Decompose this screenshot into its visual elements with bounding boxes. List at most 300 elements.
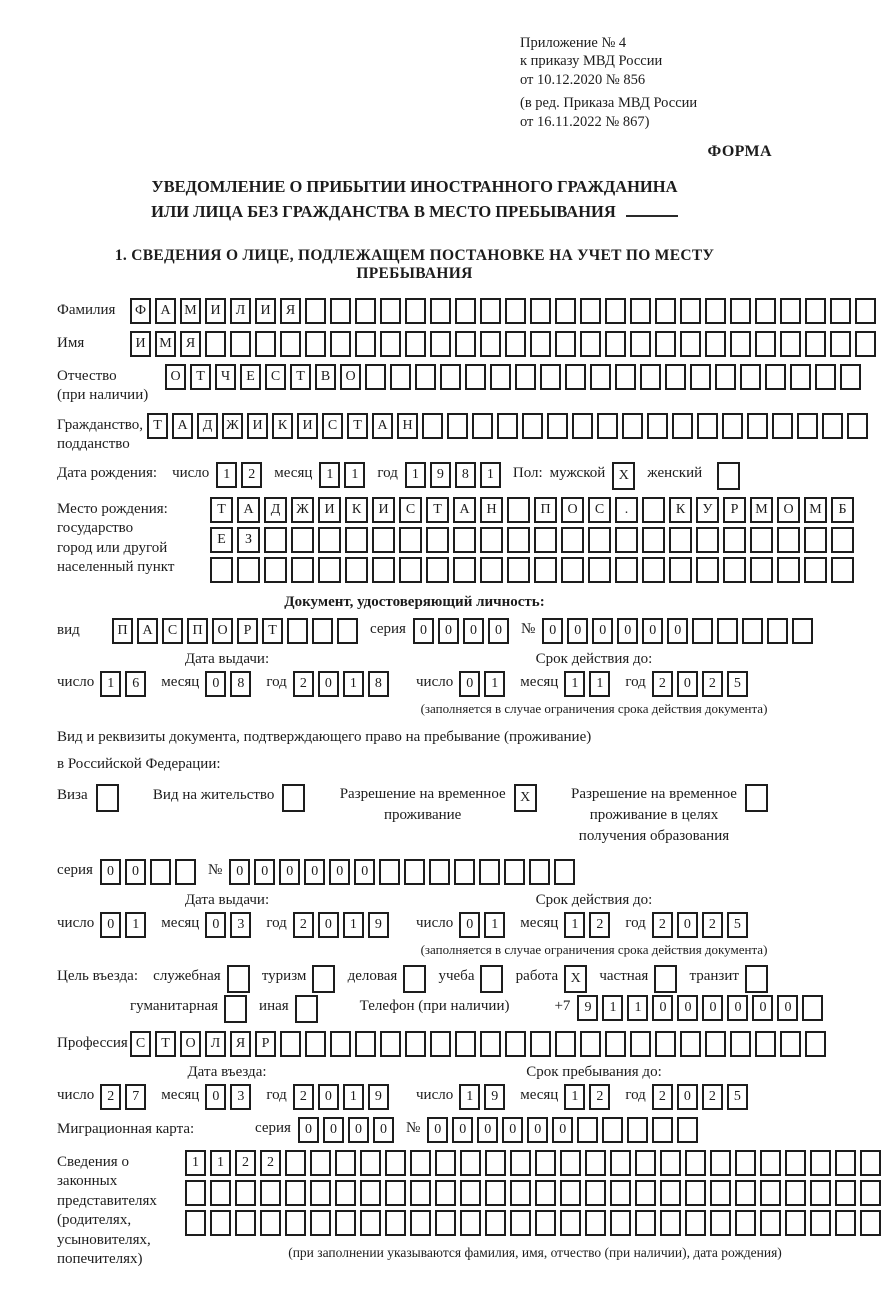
char-cell-filled[interactable]: 2 <box>100 1084 121 1110</box>
char-cell-empty[interactable] <box>345 557 368 583</box>
char-cell-empty[interactable] <box>235 1210 256 1236</box>
char-cell-empty[interactable] <box>291 557 314 583</box>
char-cell-empty[interactable] <box>831 527 854 553</box>
char-cell-empty[interactable] <box>755 1031 776 1057</box>
char-cell-empty[interactable] <box>330 298 351 324</box>
char-cell-filled[interactable]: Е <box>210 527 233 553</box>
char-cell-empty[interactable] <box>280 1031 301 1057</box>
char-cell-empty[interactable] <box>385 1210 406 1236</box>
char-cell-empty[interactable] <box>405 331 426 357</box>
char-cell-filled[interactable]: М <box>804 497 827 523</box>
char-cell-empty[interactable] <box>560 1180 581 1206</box>
char-cell-empty[interactable] <box>635 1150 656 1176</box>
char-cell-empty[interactable] <box>735 1210 756 1236</box>
char-cell-empty[interactable] <box>430 298 451 324</box>
char-cell-filled[interactable]: 5 <box>727 671 748 697</box>
char-cell-empty[interactable] <box>305 298 326 324</box>
char-cell-empty[interactable] <box>635 1180 656 1206</box>
char-cell-filled[interactable]: 0 <box>677 995 698 1021</box>
char-cell-empty[interactable] <box>685 1150 706 1176</box>
char-cell-empty[interactable] <box>460 1150 481 1176</box>
char-cell-filled[interactable]: 2 <box>293 912 314 938</box>
char-cell-empty[interactable] <box>767 618 788 644</box>
char-cell-filled[interactable]: И <box>205 298 226 324</box>
char-cell-filled[interactable]: 9 <box>484 1084 505 1110</box>
char-cell-filled[interactable]: 2 <box>652 671 673 697</box>
char-cell-filled[interactable]: А <box>237 497 260 523</box>
char-cell-filled[interactable]: 2 <box>293 1084 314 1110</box>
char-cell-empty[interactable] <box>715 364 736 390</box>
char-cell-filled[interactable]: 8 <box>230 671 251 697</box>
char-cell-filled[interactable]: 0 <box>527 1117 548 1143</box>
char-cell-empty[interactable] <box>530 1031 551 1057</box>
char-cell-empty[interactable] <box>318 557 341 583</box>
char-cell-empty[interactable] <box>410 1180 431 1206</box>
char-cell-empty[interactable] <box>696 527 719 553</box>
char-cell-empty[interactable] <box>390 364 411 390</box>
char-cell-filled[interactable]: Р <box>237 618 258 644</box>
char-cell-filled[interactable]: 0 <box>205 912 226 938</box>
char-cell-empty[interactable] <box>610 1150 631 1176</box>
char-cell-empty[interactable] <box>745 965 768 993</box>
char-cell-empty[interactable] <box>447 413 468 439</box>
char-cell-filled[interactable]: 1 <box>125 912 146 938</box>
char-cell-empty[interactable] <box>260 1210 281 1236</box>
char-cell-empty[interactable] <box>455 331 476 357</box>
char-cell-filled[interactable]: Ж <box>291 497 314 523</box>
char-cell-empty[interactable] <box>555 1031 576 1057</box>
char-cell-filled[interactable]: 0 <box>279 859 300 885</box>
char-cell-empty[interactable] <box>655 331 676 357</box>
char-cell-filled[interactable]: 7 <box>125 1084 146 1110</box>
char-cell-empty[interactable] <box>669 527 692 553</box>
char-cell-empty[interactable] <box>777 557 800 583</box>
char-cell-empty[interactable] <box>760 1150 781 1176</box>
char-cell-empty[interactable] <box>505 1031 526 1057</box>
char-cell-filled[interactable]: Е <box>240 364 261 390</box>
char-cell-filled[interactable]: О <box>165 364 186 390</box>
char-cell-empty[interactable] <box>610 1210 631 1236</box>
char-cell-filled[interactable]: 1 <box>405 462 426 488</box>
char-cell-empty[interactable] <box>224 995 247 1023</box>
char-cell-filled[interactable]: 0 <box>254 859 275 885</box>
char-cell-filled[interactable]: К <box>272 413 293 439</box>
char-cell-empty[interactable] <box>426 527 449 553</box>
char-cell-empty[interactable] <box>577 1117 598 1143</box>
char-cell-empty[interactable] <box>335 1150 356 1176</box>
char-cell-empty[interactable] <box>835 1150 856 1176</box>
char-cell-filled[interactable]: 9 <box>577 995 598 1021</box>
char-cell-empty[interactable] <box>705 1031 726 1057</box>
char-cell-empty[interactable] <box>635 1210 656 1236</box>
char-cell-empty[interactable] <box>777 527 800 553</box>
char-cell-empty[interactable] <box>785 1180 806 1206</box>
char-cell-empty[interactable] <box>830 331 851 357</box>
char-cell-empty[interactable] <box>96 784 119 812</box>
char-cell-filled[interactable]: 1 <box>564 912 585 938</box>
char-cell-empty[interactable] <box>485 1180 506 1206</box>
char-cell-empty[interactable] <box>310 1150 331 1176</box>
char-cell-empty[interactable] <box>285 1150 306 1176</box>
char-cell-empty[interactable] <box>710 1180 731 1206</box>
char-cell-filled[interactable]: Ч <box>215 364 236 390</box>
char-cell-empty[interactable] <box>847 413 868 439</box>
char-cell-empty[interactable] <box>642 497 665 523</box>
char-cell-filled[interactable]: 2 <box>702 912 723 938</box>
char-cell-filled[interactable]: 8 <box>455 462 476 488</box>
char-cell-filled[interactable]: П <box>112 618 133 644</box>
char-cell-filled[interactable]: М <box>180 298 201 324</box>
char-cell-empty[interactable] <box>210 557 233 583</box>
char-cell-filled[interactable]: 2 <box>702 671 723 697</box>
char-cell-filled[interactable]: Т <box>347 413 368 439</box>
char-cell-empty[interactable] <box>588 527 611 553</box>
char-cell-filled[interactable]: 0 <box>459 671 480 697</box>
char-cell-filled[interactable]: 0 <box>727 995 748 1021</box>
char-cell-empty[interactable] <box>785 1150 806 1176</box>
char-cell-filled[interactable]: 6 <box>125 671 146 697</box>
char-cell-empty[interactable] <box>555 298 576 324</box>
char-cell-filled[interactable]: М <box>155 331 176 357</box>
char-cell-empty[interactable] <box>555 331 576 357</box>
char-cell-filled[interactable]: 1 <box>459 1084 480 1110</box>
char-cell-filled[interactable]: В <box>315 364 336 390</box>
char-cell-empty[interactable] <box>540 364 561 390</box>
char-cell-empty[interactable] <box>380 298 401 324</box>
char-cell-empty[interactable] <box>740 364 761 390</box>
char-cell-empty[interactable] <box>360 1180 381 1206</box>
char-cell-filled[interactable]: 0 <box>354 859 375 885</box>
char-cell-filled[interactable]: Т <box>147 413 168 439</box>
char-cell-filled[interactable]: 0 <box>592 618 613 644</box>
char-cell-empty[interactable] <box>805 298 826 324</box>
char-cell-empty[interactable] <box>372 557 395 583</box>
char-cell-empty[interactable] <box>360 1210 381 1236</box>
char-cell-empty[interactable] <box>210 1210 231 1236</box>
char-cell-empty[interactable] <box>685 1180 706 1206</box>
char-cell-filled[interactable]: 0 <box>459 912 480 938</box>
char-cell-filled[interactable]: К <box>345 497 368 523</box>
char-cell-empty[interactable] <box>355 331 376 357</box>
char-cell-empty[interactable] <box>780 331 801 357</box>
char-cell-empty[interactable] <box>534 557 557 583</box>
char-cell-empty[interactable] <box>385 1150 406 1176</box>
char-cell-filled[interactable]: 0 <box>100 912 121 938</box>
char-cell-empty[interactable] <box>310 1180 331 1206</box>
char-cell-empty[interactable] <box>642 527 665 553</box>
char-cell-empty[interactable] <box>855 298 876 324</box>
char-cell-filled[interactable]: 0 <box>125 859 146 885</box>
char-cell-filled[interactable]: М <box>750 497 773 523</box>
char-cell-empty[interactable] <box>722 413 743 439</box>
char-cell-empty[interactable] <box>745 784 768 812</box>
char-cell-filled[interactable]: Т <box>290 364 311 390</box>
char-cell-filled[interactable]: А <box>453 497 476 523</box>
char-cell-empty[interactable] <box>747 413 768 439</box>
char-cell-empty[interactable] <box>760 1180 781 1206</box>
char-cell-empty[interactable] <box>605 1031 626 1057</box>
char-cell-filled[interactable]: Я <box>280 298 301 324</box>
char-cell-empty[interactable] <box>590 364 611 390</box>
char-cell-filled[interactable]: И <box>297 413 318 439</box>
char-cell-filled[interactable]: 0 <box>552 1117 573 1143</box>
char-cell-empty[interactable] <box>677 1117 698 1143</box>
char-cell-filled[interactable]: А <box>137 618 158 644</box>
char-cell-empty[interactable] <box>780 298 801 324</box>
char-cell-empty[interactable] <box>210 1180 231 1206</box>
char-cell-empty[interactable] <box>507 497 530 523</box>
char-cell-empty[interactable] <box>237 557 260 583</box>
char-cell-filled[interactable]: О <box>777 497 800 523</box>
char-cell-empty[interactable] <box>710 1150 731 1176</box>
char-cell-filled[interactable]: А <box>155 298 176 324</box>
char-cell-empty[interactable] <box>312 965 335 993</box>
char-cell-filled[interactable]: 0 <box>542 618 563 644</box>
char-cell-filled[interactable]: 0 <box>427 1117 448 1143</box>
char-cell-filled[interactable]: Т <box>210 497 233 523</box>
char-cell-empty[interactable] <box>426 557 449 583</box>
char-cell-filled[interactable]: 0 <box>642 618 663 644</box>
char-cell-empty[interactable] <box>345 527 368 553</box>
char-cell-filled[interactable]: 9 <box>368 1084 389 1110</box>
char-cell-filled[interactable]: 2 <box>293 671 314 697</box>
char-cell-filled[interactable]: 0 <box>318 671 339 697</box>
char-cell-empty[interactable] <box>535 1210 556 1236</box>
char-cell-empty[interactable] <box>647 413 668 439</box>
char-cell-empty[interactable] <box>742 618 763 644</box>
char-cell-empty[interactable] <box>560 1210 581 1236</box>
char-cell-empty[interactable] <box>453 527 476 553</box>
char-cell-empty[interactable] <box>479 859 500 885</box>
char-cell-empty[interactable] <box>485 1150 506 1176</box>
char-cell-filled[interactable]: 2 <box>702 1084 723 1110</box>
char-cell-empty[interactable] <box>480 965 503 993</box>
char-cell-empty[interactable] <box>680 331 701 357</box>
char-cell-empty[interactable] <box>685 1210 706 1236</box>
char-cell-filled[interactable]: Д <box>197 413 218 439</box>
char-cell-filled[interactable]: 1 <box>344 462 365 488</box>
char-cell-empty[interactable] <box>655 1031 676 1057</box>
char-cell-empty[interactable] <box>355 298 376 324</box>
char-cell-filled[interactable]: 2 <box>241 462 262 488</box>
char-cell-filled[interactable]: Б <box>831 497 854 523</box>
char-cell-empty[interactable] <box>453 557 476 583</box>
char-cell-empty[interactable] <box>235 1180 256 1206</box>
char-cell-empty[interactable] <box>255 331 276 357</box>
char-cell-empty[interactable] <box>680 1031 701 1057</box>
char-cell-empty[interactable] <box>710 1210 731 1236</box>
char-cell-empty[interactable] <box>547 413 568 439</box>
char-cell-empty[interactable] <box>529 859 550 885</box>
char-cell-empty[interactable] <box>610 1180 631 1206</box>
char-cell-filled[interactable]: 1 <box>100 671 121 697</box>
char-cell-empty[interactable] <box>860 1180 881 1206</box>
char-cell-empty[interactable] <box>185 1180 206 1206</box>
char-cell-empty[interactable] <box>282 784 305 812</box>
char-cell-empty[interactable] <box>264 527 287 553</box>
char-cell-filled[interactable]: 1 <box>564 1084 585 1110</box>
char-cell-empty[interactable] <box>705 298 726 324</box>
char-cell-empty[interactable] <box>585 1180 606 1206</box>
char-cell-empty[interactable] <box>585 1150 606 1176</box>
char-cell-filled[interactable]: Р <box>723 497 746 523</box>
char-cell-filled[interactable]: 5 <box>727 912 748 938</box>
char-cell-filled[interactable]: 0 <box>318 912 339 938</box>
char-cell-empty[interactable] <box>804 557 827 583</box>
char-cell-filled[interactable]: С <box>588 497 611 523</box>
char-cell-filled[interactable]: 0 <box>205 671 226 697</box>
char-cell-empty[interactable] <box>380 1031 401 1057</box>
char-cell-filled[interactable]: 0 <box>229 859 250 885</box>
char-cell-empty[interactable] <box>705 331 726 357</box>
char-cell-empty[interactable] <box>430 331 451 357</box>
char-cell-filled[interactable]: П <box>187 618 208 644</box>
char-cell-empty[interactable] <box>380 331 401 357</box>
char-cell-filled[interactable]: 1 <box>343 671 364 697</box>
char-cell-empty[interactable] <box>615 557 638 583</box>
char-cell-empty[interactable] <box>285 1180 306 1206</box>
char-cell-empty[interactable] <box>615 364 636 390</box>
char-cell-filled[interactable]: 0 <box>677 1084 698 1110</box>
char-cell-empty[interactable] <box>554 859 575 885</box>
char-cell-filled[interactable]: 2 <box>260 1150 281 1176</box>
char-cell-empty[interactable] <box>507 527 530 553</box>
char-cell-empty[interactable] <box>605 331 626 357</box>
char-cell-empty[interactable] <box>405 1031 426 1057</box>
char-cell-empty[interactable] <box>280 331 301 357</box>
char-cell-empty[interactable] <box>730 298 751 324</box>
char-cell-filled[interactable]: 0 <box>323 1117 344 1143</box>
char-cell-filled[interactable]: 0 <box>617 618 638 644</box>
char-cell-filled[interactable]: 3 <box>230 1084 251 1110</box>
char-cell-empty[interactable] <box>696 557 719 583</box>
char-cell-empty[interactable] <box>630 331 651 357</box>
char-cell-empty[interactable] <box>287 618 308 644</box>
char-cell-empty[interactable] <box>665 364 686 390</box>
char-cell-empty[interactable] <box>652 1117 673 1143</box>
char-cell-empty[interactable] <box>403 965 426 993</box>
char-cell-filled[interactable]: 0 <box>567 618 588 644</box>
char-cell-empty[interactable] <box>399 557 422 583</box>
char-cell-empty[interactable] <box>312 618 333 644</box>
char-cell-empty[interactable] <box>530 298 551 324</box>
char-cell-filled[interactable]: 0 <box>413 618 434 644</box>
char-cell-empty[interactable] <box>840 364 861 390</box>
char-cell-empty[interactable] <box>765 364 786 390</box>
char-cell-empty[interactable] <box>660 1150 681 1176</box>
char-cell-filled[interactable]: О <box>212 618 233 644</box>
char-cell-empty[interactable] <box>379 859 400 885</box>
char-cell-empty[interactable] <box>785 1210 806 1236</box>
char-cell-empty[interactable] <box>572 413 593 439</box>
char-cell-empty[interactable] <box>227 965 250 993</box>
char-cell-empty[interactable] <box>205 331 226 357</box>
char-cell-empty[interactable] <box>465 364 486 390</box>
char-cell-empty[interactable] <box>372 527 395 553</box>
char-cell-empty[interactable] <box>505 331 526 357</box>
char-cell-empty[interactable] <box>422 413 443 439</box>
char-cell-filled[interactable]: 3 <box>230 912 251 938</box>
char-cell-filled[interactable]: Т <box>262 618 283 644</box>
char-cell-empty[interactable] <box>810 1180 831 1206</box>
char-cell-empty[interactable] <box>534 527 557 553</box>
char-cell-filled[interactable]: 0 <box>777 995 798 1021</box>
char-cell-empty[interactable] <box>855 331 876 357</box>
char-cell-empty[interactable] <box>810 1150 831 1176</box>
char-cell-empty[interactable] <box>504 859 525 885</box>
char-cell-empty[interactable] <box>507 557 530 583</box>
char-cell-filled[interactable]: И <box>247 413 268 439</box>
char-cell-empty[interactable] <box>510 1180 531 1206</box>
char-cell-filled[interactable]: 1 <box>602 995 623 1021</box>
char-cell-empty[interactable] <box>597 413 618 439</box>
char-cell-empty[interactable] <box>750 527 773 553</box>
char-cell-empty[interactable] <box>790 364 811 390</box>
char-cell-filled[interactable]: 0 <box>502 1117 523 1143</box>
char-cell-empty[interactable] <box>565 364 586 390</box>
char-cell-empty[interactable] <box>335 1180 356 1206</box>
char-cell-filled[interactable]: 0 <box>702 995 723 1021</box>
char-cell-empty[interactable] <box>672 413 693 439</box>
char-cell-filled[interactable]: 1 <box>627 995 648 1021</box>
char-cell-empty[interactable] <box>692 618 713 644</box>
char-cell-empty[interactable] <box>735 1180 756 1206</box>
char-cell-empty[interactable] <box>230 331 251 357</box>
char-cell-filled[interactable]: О <box>340 364 361 390</box>
char-cell-filled[interactable]: 0 <box>348 1117 369 1143</box>
char-cell-empty[interactable] <box>455 1031 476 1057</box>
char-cell-empty[interactable] <box>435 1150 456 1176</box>
char-cell-empty[interactable] <box>260 1180 281 1206</box>
char-cell-filled[interactable]: Л <box>205 1031 226 1057</box>
char-cell-filled[interactable]: К <box>669 497 692 523</box>
char-cell-empty[interactable] <box>472 413 493 439</box>
char-cell-filled[interactable]: С <box>399 497 422 523</box>
char-cell-empty[interactable] <box>480 331 501 357</box>
char-cell-empty[interactable] <box>802 995 823 1021</box>
char-cell-empty[interactable] <box>730 331 751 357</box>
char-cell-empty[interactable] <box>580 298 601 324</box>
char-cell-filled[interactable]: О <box>180 1031 201 1057</box>
char-cell-filled[interactable]: А <box>172 413 193 439</box>
char-cell-filled[interactable]: 9 <box>368 912 389 938</box>
char-cell-filled[interactable]: У <box>696 497 719 523</box>
char-cell-filled[interactable]: 2 <box>652 1084 673 1110</box>
char-cell-empty[interactable] <box>680 298 701 324</box>
char-cell-filled[interactable]: 2 <box>589 1084 610 1110</box>
char-cell-empty[interactable] <box>330 1031 351 1057</box>
char-cell-filled[interactable]: 0 <box>304 859 325 885</box>
char-cell-empty[interactable] <box>755 331 776 357</box>
char-cell-filled[interactable]: 1 <box>564 671 585 697</box>
char-cell-empty[interactable] <box>435 1180 456 1206</box>
char-cell-empty[interactable] <box>535 1150 556 1176</box>
char-cell-empty[interactable] <box>360 1150 381 1176</box>
char-cell-filled[interactable]: Д <box>264 497 287 523</box>
char-cell-filled[interactable]: Р <box>255 1031 276 1057</box>
char-cell-empty[interactable] <box>405 298 426 324</box>
char-cell-empty[interactable] <box>480 1031 501 1057</box>
char-cell-filled[interactable]: 0 <box>667 618 688 644</box>
char-cell-empty[interactable] <box>399 527 422 553</box>
char-cell-empty[interactable] <box>480 527 503 553</box>
char-cell-filled[interactable]: 1 <box>343 1084 364 1110</box>
char-cell-empty[interactable] <box>588 557 611 583</box>
char-cell-empty[interactable] <box>522 413 543 439</box>
char-cell-empty[interactable] <box>860 1150 881 1176</box>
char-cell-empty[interactable] <box>655 298 676 324</box>
char-cell-filled[interactable]: . <box>615 497 638 523</box>
